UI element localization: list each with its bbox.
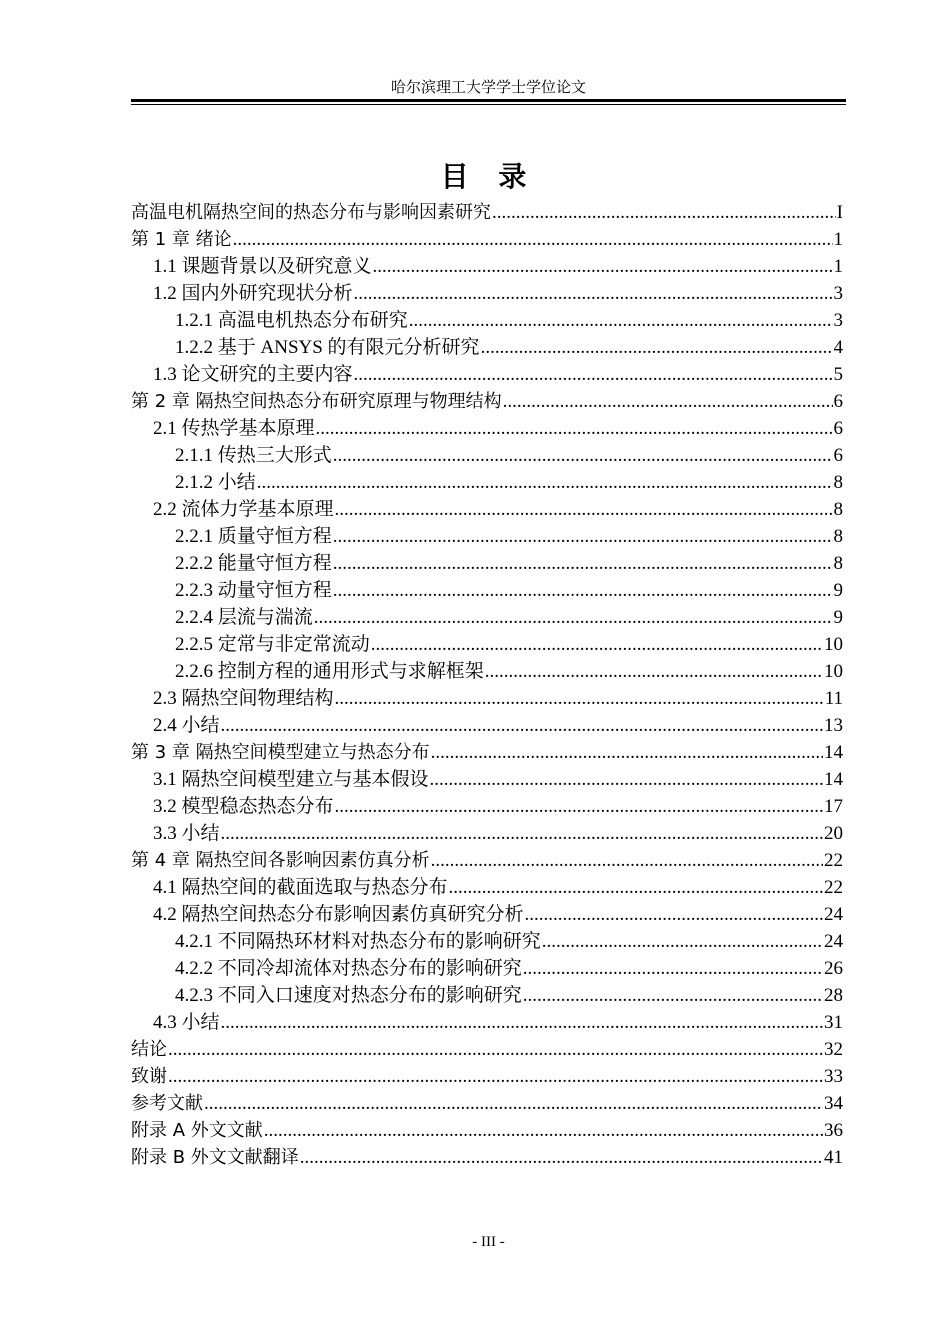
toc-entry-page: 22: [824, 850, 843, 871]
toc-leader-dots: [300, 1144, 823, 1171]
toc-entry[interactable]: [131, 1036, 843, 1063]
toc-entry[interactable]: [131, 361, 843, 388]
toc-entry-page: 28: [824, 985, 843, 1006]
toc-entry-page: 26: [824, 958, 843, 979]
toc-entry-page: 1: [833, 229, 843, 250]
toc-leader-dots: [431, 739, 823, 766]
toc-entry[interactable]: [131, 901, 843, 928]
toc-leader-dots: [333, 550, 833, 577]
toc-leader-dots: [316, 415, 833, 442]
toc-entry-page: 10: [824, 661, 843, 682]
toc-leader-dots: [221, 1009, 823, 1036]
toc-leader-dots: [354, 280, 833, 307]
toc-list: [131, 199, 843, 1171]
toc-leader-dots: [485, 658, 823, 685]
toc-entry[interactable]: [131, 280, 843, 307]
toc-leader-dots: [168, 1063, 823, 1090]
toc-entry[interactable]: [131, 550, 843, 577]
toc-entry[interactable]: [131, 631, 843, 658]
toc-entry-page: 22: [824, 877, 843, 898]
toc-leader-dots: [335, 496, 833, 523]
toc-entry-label: 结论: [131, 1039, 167, 1060]
toc-entry-label: 2.3 隔热空间物理结构: [153, 688, 334, 709]
toc-leader-dots: [333, 523, 833, 550]
toc-entry-label: 3.3 小结: [153, 823, 220, 844]
toc-entry[interactable]: [131, 955, 843, 982]
toc-leader-dots: [492, 199, 836, 226]
toc-entry-page: 8: [833, 472, 843, 493]
toc-entry-page: 8: [833, 499, 843, 520]
toc-entry-page: 32: [824, 1039, 843, 1060]
toc-entry-page: 17: [824, 796, 843, 817]
toc-entry[interactable]: [131, 226, 843, 253]
toc-entry[interactable]: [131, 307, 843, 334]
toc-entry[interactable]: [131, 442, 843, 469]
toc-entry-page: 8: [833, 526, 843, 547]
toc-entry[interactable]: [131, 766, 843, 793]
toc-entry-page: 36: [824, 1120, 843, 1141]
toc-entry-label: 2.1.1 传热三大形式: [175, 445, 332, 466]
running-header: 哈尔滨理工大学学士学位论文: [390, 80, 586, 96]
toc-entry-label: 第 1 章 绪论: [131, 229, 232, 250]
toc-entry-label: 1.3 论文研究的主要内容: [153, 364, 353, 385]
toc-entry-label: 3.1 隔热空间模型建立与基本假设: [153, 769, 429, 790]
toc-entry-label: 参考文献: [131, 1093, 203, 1114]
toc-entry-label: 2.2 流体力学基本原理: [153, 499, 334, 520]
toc-entry-page: 13: [824, 715, 843, 736]
toc-entry-label: 致谢: [131, 1066, 167, 1087]
toc-entry-label: 第 2 章 隔热空间热态分布研究原理与物理结构: [131, 391, 502, 412]
toc-entry[interactable]: [131, 577, 843, 604]
toc-leader-dots: [542, 928, 823, 955]
toc-leader-dots: [523, 955, 823, 982]
toc-entry-label: 4.1 隔热空间的截面选取与热态分布: [153, 877, 448, 898]
toc-entry[interactable]: [131, 1090, 843, 1117]
toc-entry-label: 附录 A 外文文献: [131, 1120, 263, 1141]
toc-entry[interactable]: [131, 739, 843, 766]
toc-leader-dots: [314, 604, 833, 631]
toc-entry-page: 3: [833, 310, 843, 331]
toc-entry-page: 34: [824, 1093, 843, 1114]
toc-entry[interactable]: [131, 199, 843, 226]
toc-entry[interactable]: [131, 496, 843, 523]
toc-leader-dots: [449, 874, 823, 901]
toc-entry-label: 1.2.2 基于 ANSYS 的有限元分析研究: [175, 337, 480, 358]
toc-entry-page: 6: [833, 418, 843, 439]
toc-entry-label: 2.2.3 动量守恒方程: [175, 580, 332, 601]
toc-entry-page: 6: [833, 445, 843, 466]
toc-entry[interactable]: [131, 928, 843, 955]
toc-leader-dots: [525, 901, 823, 928]
toc-entry-label: 2.2.2 能量守恒方程: [175, 553, 332, 574]
toc-entry-label: 2.2.4 层流与湍流: [175, 607, 313, 628]
toc-entry[interactable]: [131, 982, 843, 1009]
toc-entry[interactable]: [131, 469, 843, 496]
toc-entry-label: 2.2.5 定常与非定常流动: [175, 634, 370, 655]
toc-entry[interactable]: [131, 334, 843, 361]
toc-leader-dots: [503, 388, 833, 415]
toc-entry[interactable]: [131, 820, 843, 847]
toc-leader-dots: [409, 307, 833, 334]
toc-leader-dots: [481, 334, 833, 361]
toc-entry[interactable]: [131, 523, 843, 550]
toc-leader-dots: [371, 631, 823, 658]
toc-entry-label: 2.2.6 控制方程的通用形式与求解框架: [175, 661, 484, 682]
toc-entry-page: 8: [833, 553, 843, 574]
toc-entry-page: 24: [824, 904, 843, 925]
toc-leader-dots: [373, 253, 833, 280]
toc-entry[interactable]: [131, 793, 843, 820]
toc-entry-page: 4: [833, 337, 843, 358]
toc-entry[interactable]: [131, 1144, 843, 1171]
toc-entry-page: 31: [824, 1012, 843, 1033]
toc-entry-label: 2.2.1 质量守恒方程: [175, 526, 332, 547]
toc-entry-page: I: [836, 202, 843, 223]
header-rule-thick: [131, 99, 846, 102]
toc-entry-label: 4.2 隔热空间热态分布影响因素仿真研究分析: [153, 904, 524, 925]
toc-leader-dots: [257, 469, 833, 496]
toc-entry-label: 4.3 小结: [153, 1012, 220, 1033]
toc-entry[interactable]: [131, 388, 843, 415]
toc-entry-page: 24: [824, 931, 843, 952]
toc-entry-label: 4.2.3 不同入口速度对热态分布的影响研究: [175, 985, 522, 1006]
toc-leader-dots: [233, 226, 833, 253]
toc-entry-page: 20: [824, 823, 843, 844]
toc-leader-dots: [221, 712, 823, 739]
toc-entry-page: 10: [824, 634, 843, 655]
toc-entry[interactable]: [131, 1117, 843, 1144]
toc-entry-page: 5: [833, 364, 843, 385]
toc-entry-label: 3.2 模型稳态热态分布: [153, 796, 334, 817]
toc-entry[interactable]: [131, 1063, 843, 1090]
toc-entry-page: 41: [824, 1147, 843, 1168]
toc-leader-dots: [354, 361, 833, 388]
toc-entry-page: 6: [833, 391, 843, 412]
toc-entry-label: 2.4 小结: [153, 715, 220, 736]
toc-leader-dots: [430, 766, 823, 793]
toc-entry-page: 14: [824, 742, 843, 763]
toc-leader-dots: [264, 1117, 823, 1144]
toc-entry-page: 9: [833, 607, 843, 628]
toc-entry-label: 2.1.2 小结: [175, 472, 256, 493]
toc-entry-page: 9: [833, 580, 843, 601]
header-rule-thin: [131, 104, 846, 105]
toc-entry[interactable]: [131, 874, 843, 901]
toc-entry-page: 1: [833, 256, 843, 277]
toc-entry-label: 第 4 章 隔热空间各影响因素仿真分析: [131, 850, 430, 871]
toc-entry-page: 3: [833, 283, 843, 304]
toc-leader-dots: [335, 685, 824, 712]
toc-entry-label: 4.2.1 不同隔热环材料对热态分布的影响研究: [175, 931, 541, 952]
toc-entry[interactable]: [131, 415, 843, 442]
page-number: - III -: [472, 1234, 505, 1250]
toc-leader-dots: [168, 1036, 823, 1063]
toc-entry[interactable]: [131, 685, 843, 712]
toc-entry[interactable]: [131, 658, 843, 685]
toc-leader-dots: [204, 1090, 823, 1117]
toc-entry-label: 1.1 课题背景以及研究意义: [153, 256, 372, 277]
toc-entry-label: 4.2.2 不同冷却流体对热态分布的影响研究: [175, 958, 522, 979]
toc-entry-page: 14: [824, 769, 843, 790]
toc-entry[interactable]: [131, 253, 843, 280]
toc-entry-label: 高温电机隔热空间的热态分布与影响因素研究: [131, 202, 491, 223]
toc-entry[interactable]: [131, 712, 843, 739]
toc-entry-label: 1.2.1 高温电机热态分布研究: [175, 310, 408, 331]
toc-title: 目 录: [440, 160, 537, 193]
toc-entry-label: 1.2 国内外研究现状分析: [153, 283, 353, 304]
toc-entry-label: 第 3 章 隔热空间模型建立与热态分布: [131, 742, 430, 763]
toc-leader-dots: [431, 847, 823, 874]
toc-leader-dots: [333, 577, 833, 604]
toc-entry-label: 附录 B 外文文献翻译: [131, 1147, 299, 1168]
toc-leader-dots: [335, 793, 823, 820]
toc-entry-page: 33: [824, 1066, 843, 1087]
toc-entry-page: 11: [824, 688, 843, 709]
toc-entry[interactable]: [131, 847, 843, 874]
toc-entry[interactable]: [131, 1009, 843, 1036]
toc-leader-dots: [333, 442, 833, 469]
toc-leader-dots: [221, 820, 823, 847]
toc-entry-label: 2.1 传热学基本原理: [153, 418, 315, 439]
toc-entry[interactable]: [131, 604, 843, 631]
toc-leader-dots: [523, 982, 823, 1009]
